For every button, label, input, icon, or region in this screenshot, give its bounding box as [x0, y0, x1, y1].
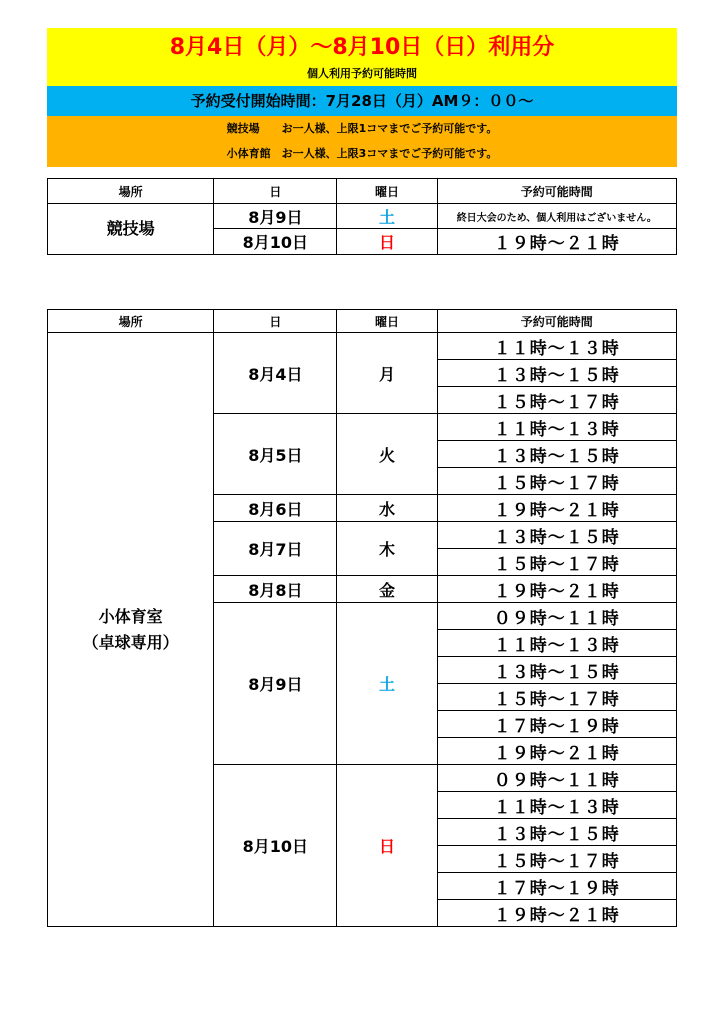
time-cell: １３時～１５時 [437, 522, 676, 549]
time-cell: １５時～１７時 [437, 549, 676, 576]
weekday-cell: 月 [337, 333, 437, 414]
time-cell: １９時～２１時 [437, 495, 676, 522]
date-cell: 8月7日 [214, 522, 337, 576]
time-cell: １５時～１７時 [437, 468, 676, 495]
place-usage: （卓球専用） [82, 632, 179, 652]
table-row [48, 333, 677, 360]
time-cell: １９時～２１時 [437, 576, 676, 603]
page-title: 8月4日（月）～8月10日（日）利用分 [169, 35, 555, 60]
time-cell: １１時～１３時 [437, 630, 676, 657]
time-cell: ０９時～１１時 [437, 765, 676, 792]
time-cell: １７時～１９時 [437, 711, 676, 738]
arena-place-cell: 競技場 [48, 204, 214, 255]
page-subtitle: 個人利用予約可能時間 [307, 67, 417, 80]
time-cell: 終日大会のため、個人利用はございません。 [437, 204, 676, 229]
time-cell: １５時～１７時 [437, 684, 676, 711]
header-time: 予約可能時間 [437, 179, 676, 204]
time-cell: １５時～１７時 [437, 387, 676, 414]
table-header-row [48, 310, 677, 333]
date-cell: 8月10日 [214, 229, 337, 255]
weekday-cell: 金 [337, 576, 437, 603]
table-header-row [48, 179, 677, 204]
time-cell: １１時～１３時 [437, 414, 676, 441]
weekday-cell: 水 [337, 495, 437, 522]
date-cell: 8月6日 [214, 495, 337, 522]
gym-limit-note: 小体育館 お一人様、上限3コマまでご予約可能です。 [226, 147, 498, 160]
time-cell: １３時～１５時 [437, 360, 676, 387]
table-row [48, 204, 677, 229]
header-time: 予約可能時間 [437, 310, 676, 333]
weekday-cell: 土 [337, 603, 437, 765]
time-cell: １９時～２１時 [437, 900, 676, 927]
time-cell: １９時～２１時 [437, 229, 676, 255]
weekday-cell: 土 [337, 204, 437, 229]
weekday-cell: 火 [337, 414, 437, 495]
time-cell: １１時～１３時 [437, 333, 676, 360]
time-cell: １３時～１５時 [437, 819, 676, 846]
header-date: 日 [214, 310, 337, 333]
header-place: 場所 [48, 179, 214, 204]
header-weekday: 曜日 [337, 310, 437, 333]
header-weekday: 曜日 [337, 179, 437, 204]
time-cell: １５時～１７時 [437, 846, 676, 873]
header-place: 場所 [48, 310, 214, 333]
weekday-cell: 日 [337, 765, 437, 927]
place-name: 小体育室 [98, 606, 163, 626]
booking-limit-band [47, 116, 677, 167]
schedule-header [47, 28, 677, 167]
weekday-cell: 木 [337, 522, 437, 576]
title-band [47, 28, 677, 86]
time-cell: １３時～１５時 [437, 657, 676, 684]
weekday-cell: 日 [337, 229, 437, 255]
arena-schedule-table [47, 178, 677, 255]
small-gym-place-cell [48, 333, 214, 927]
time-cell: １７時～１９時 [437, 873, 676, 900]
date-cell: 8月4日 [214, 333, 337, 414]
reception-start-band: 予約受付開始時間：7月28日（月）AM９：００～ [47, 86, 677, 116]
header-date: 日 [214, 179, 337, 204]
time-cell: ０９時～１１時 [437, 603, 676, 630]
time-cell: １１時～１３時 [437, 792, 676, 819]
small-gym-schedule-table [47, 309, 677, 927]
date-cell: 8月5日 [214, 414, 337, 495]
time-cell: １３時～１５時 [437, 441, 676, 468]
date-cell: 8月10日 [214, 765, 337, 927]
time-cell: １９時～２１時 [437, 738, 676, 765]
date-cell: 8月9日 [214, 603, 337, 765]
arena-limit-note: 競技場 お一人様、上限1コマまでご予約可能です。 [226, 122, 498, 135]
date-cell: 8月9日 [214, 204, 337, 229]
date-cell: 8月8日 [214, 576, 337, 603]
